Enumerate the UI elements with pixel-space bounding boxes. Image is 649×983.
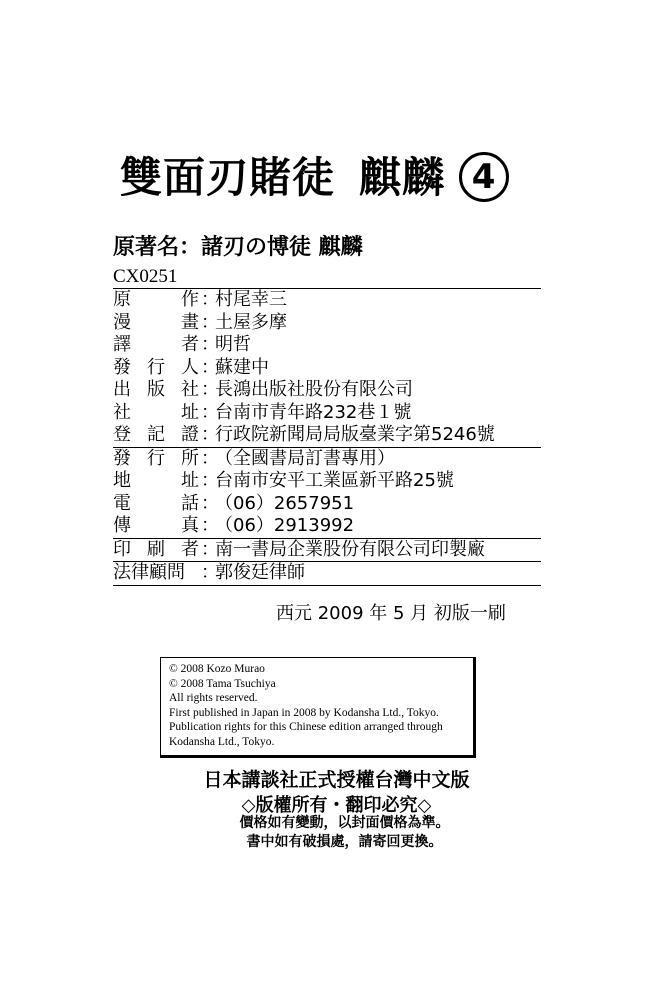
copyright-line: © 2008 Tama Tsuchiya <box>169 677 276 690</box>
copyright-line: All rights reserved. <box>169 692 258 704</box>
copyright-line: © 2008 Kozo Murao <box>169 663 265 675</box>
credit-label: 地 址 <box>113 470 199 491</box>
credit-label: 電 話 <box>113 492 199 514</box>
volume-number-badge: 4 <box>459 152 509 202</box>
credit-row: 傳 真 ： （06）2913992 <box>113 515 541 539</box>
credit-row: 出 版 社 ： 長鴻出版社股份有限公司 <box>113 379 541 402</box>
credit-label: 發 行 人 <box>113 356 199 378</box>
original-title-label: 原著名： <box>113 235 202 260</box>
credit-label: 法律顧問 <box>113 562 185 583</box>
credit-label: 譯 者 <box>113 334 199 355</box>
credit-row: 原 作 ： 村尾幸三 <box>113 288 541 312</box>
credit-label: 原 作 <box>113 289 199 310</box>
book-title-sub: 麒麟 <box>359 153 446 202</box>
credit-row: 法律顧問 ： 郭俊廷律師 <box>113 562 541 586</box>
credit-row: 社 址 ： 台南市青年路232巷１號 <box>113 402 541 425</box>
credit-row: 地 址 ： 台南市安平工業區新平路25號 <box>113 470 541 493</box>
credit-label: 社 址 <box>113 401 199 423</box>
original-title <box>113 230 363 261</box>
authorization-notice: 日本講談社正式授權台灣中文版 <box>203 769 470 791</box>
damage-note: 書中如有破損處，請寄回更換。 <box>246 834 443 850</box>
copyright-line: First published in Japan in 2008 by Kodansha Ltd., Tokyo. <box>169 706 439 719</box>
credit-value: （06）2657951 <box>215 492 355 514</box>
book-title <box>120 145 509 206</box>
credit-value: 行政院新聞局局版臺業字第5246號 <box>215 424 495 445</box>
credit-row: 發 行 人 ： 蘇建中 <box>113 357 541 380</box>
credit-value: （06）2913992 <box>215 515 355 536</box>
credit-row: 漫 畫 ： 土屋多摩 <box>113 312 541 335</box>
credit-row: 電 話 ： （06）2657951 <box>113 493 541 516</box>
credit-value: 南一書局企業股份有限公司印製廠 <box>215 538 485 560</box>
credit-label: 出 版 社 <box>113 379 199 400</box>
credit-row: 登 記 證 ： 行政院新聞局局版臺業字第5246號 <box>113 424 541 448</box>
credit-value: 蘇建中 <box>215 356 269 378</box>
credit-label: 發 行 所 <box>113 447 199 469</box>
credit-value: 長鴻出版社股份有限公司 <box>215 379 413 400</box>
credit-value: （全國書局訂書專用） <box>215 447 395 469</box>
credit-value: 台南市青年路232巷１號 <box>215 401 412 423</box>
copyright-box <box>160 657 476 758</box>
credit-label: 登 記 證 <box>113 424 199 445</box>
credit-value: 土屋多摩 <box>215 311 287 333</box>
credit-value: 明哲 <box>215 334 251 355</box>
original-title-value: 諸刃の博徒 麒麟 <box>201 235 363 260</box>
credit-row: 發 行 所 ： （全國書局訂書專用） <box>113 448 541 471</box>
credit-label: 印 刷 者 <box>113 538 199 560</box>
credit-value: 村尾幸三 <box>215 289 287 310</box>
credits-table <box>113 288 541 586</box>
credit-row: 譯 者 ： 明哲 <box>113 334 541 357</box>
copyright-line: Kodansha Ltd., Tokyo. <box>169 735 275 748</box>
product-code: CX0251 <box>113 266 178 287</box>
credit-value: 郭俊廷律師 <box>215 562 305 583</box>
credit-value: 台南市安平工業區新平路25號 <box>215 470 454 491</box>
book-title-main: 雙面刃賭徒 <box>120 153 336 202</box>
edition-date: 西元 2009 年 5 月 初版一刷 <box>276 603 506 624</box>
credit-label: 漫 畫 <box>113 311 199 333</box>
copyright-line: Publication rights for this Chinese edition arranged through <box>169 721 443 733</box>
credit-row: 印 刷 者 ： 南一書局企業股份有限公司印製廠 <box>113 539 541 563</box>
price-note: 價格如有變動，以封面價格為準。 <box>239 815 450 831</box>
rights-notice: ◇版權所有・翻印必究◇ <box>241 795 432 816</box>
credit-label: 傳 真 <box>113 515 199 536</box>
